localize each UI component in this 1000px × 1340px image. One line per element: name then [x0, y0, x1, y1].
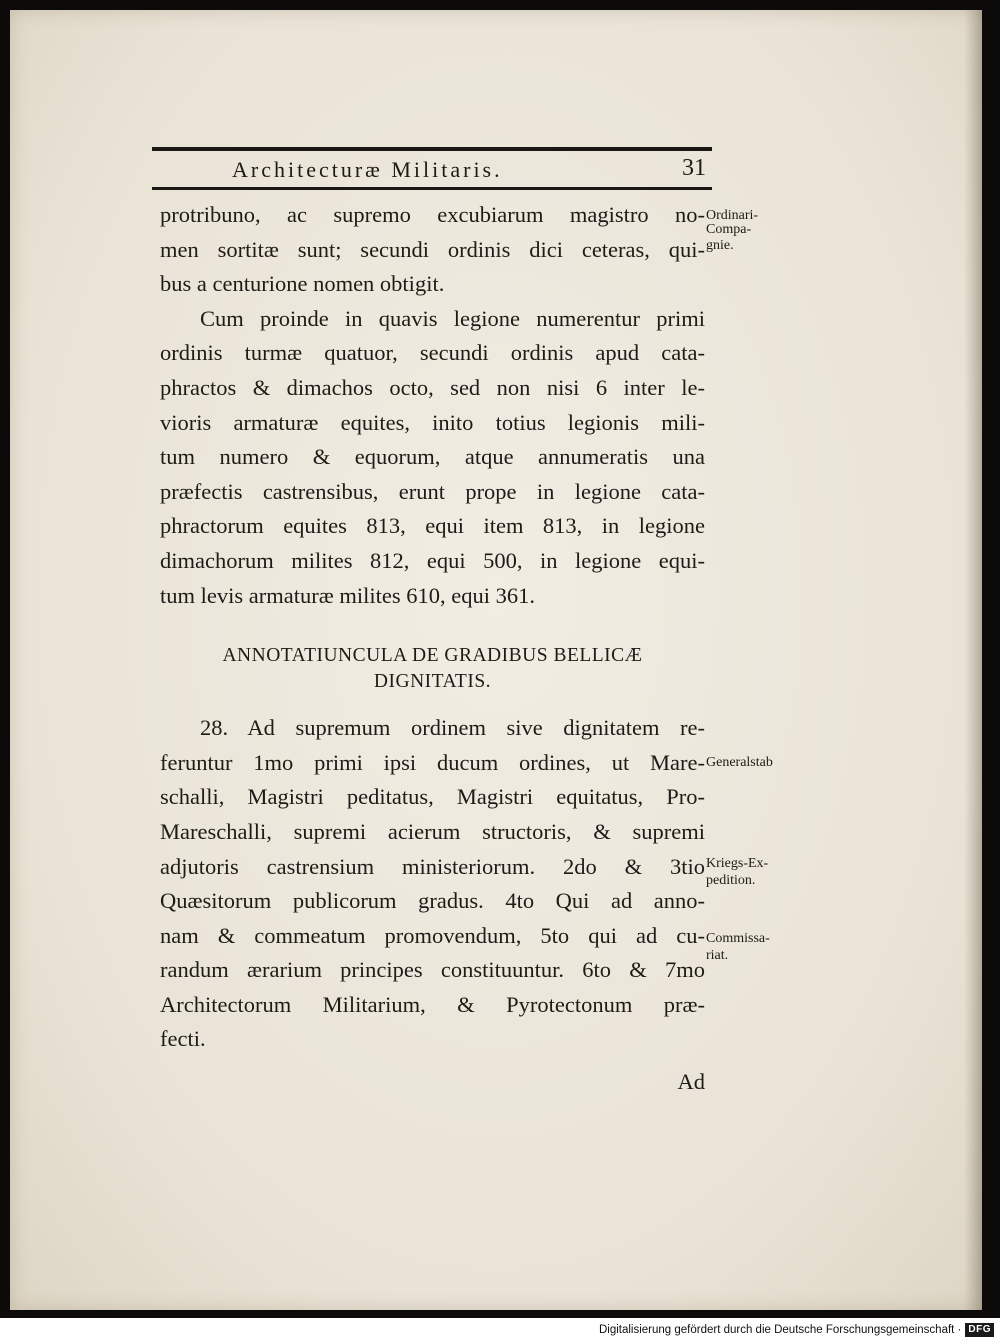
margin-note-line: Ordinari- — [706, 208, 759, 223]
catchword: Ad — [677, 1069, 705, 1095]
text-line: fecti. — [160, 1026, 206, 1052]
margin-note-kriegs-expedition — [706, 855, 768, 889]
text-line: Architectorum Militarium, & Pyrotectonum præ- — [160, 991, 705, 1017]
text-line: dimachorum milites 812, equi 500, in legione equi- — [160, 547, 705, 573]
text-line: vioris armaturæ equites, inito totius legionis mili- — [160, 409, 705, 435]
heading-line: ANNOTATIUNCULA DE GRADIBUS BELLICÆ — [222, 645, 643, 667]
text-line: nam & commeatum promovendum, 5to qui ad cu- — [160, 922, 705, 948]
footer-text: Digitalisierung gefördert durch die Deutsche Forschungsgemeinschaft · — [598, 1324, 962, 1336]
page-edge-shadow — [964, 10, 982, 1310]
margin-note-line: Kriegs-Ex- — [706, 856, 769, 871]
section-heading — [160, 643, 705, 695]
text-line: Mareschalli, supremi acierum structoris, & supremi — [160, 818, 705, 844]
margin-note-commissariat — [706, 930, 770, 964]
margin-note-line: Generalstab — [706, 755, 773, 770]
text-line: præfectis castrensibus, erunt prope in legione cata- — [160, 478, 705, 504]
text-line: ordinis turmæ quatuor, secundi ordinis apud cata- — [160, 340, 705, 366]
text-line: phractorum equites 813, equi item 813, in legione — [160, 513, 705, 539]
paragraph-2 — [160, 302, 705, 613]
text-line: men sortitæ sunt; secundi ordinis dici ceteras, qui- — [160, 236, 705, 262]
text-line: schalli, Magistri peditatus, Magistri equitatus, Pro- — [160, 784, 705, 810]
margin-note-ordinari-compagnie — [706, 207, 758, 254]
text-line: protribuno, ac supremo excubiarum magistro no- — [160, 202, 705, 227]
header-rule-bottom — [152, 187, 712, 190]
margin-note-line: Compa- — [706, 222, 752, 237]
text-line: tum numero & equorum, atque annumeratis una — [160, 444, 705, 470]
margin-note-line: pedition. — [706, 873, 756, 888]
text-line: 28. Ad supremum ordinem sive dignitatem re- — [200, 715, 705, 741]
margin-note-line: gnie. — [706, 238, 734, 253]
text-line: randum ærarium principes constituuntur. 6to & 7mo — [160, 957, 705, 983]
margin-note-line: riat. — [706, 948, 729, 963]
margin-note-generalstab — [706, 754, 773, 771]
digitization-footer — [599, 1322, 994, 1338]
margin-note-line: Commissa- — [706, 931, 770, 946]
running-title: Architecturæ Militaris. — [232, 157, 503, 182]
body-text — [160, 198, 705, 1100]
heading-line: DIGNITATIS. — [373, 671, 492, 693]
text-line: feruntur 1mo primi ipsi ducum ordines, ut Mare- — [160, 749, 705, 775]
text-line: tum levis armaturæ milites 610, equi 361. — [160, 582, 535, 608]
text-line: Quæsitorum publicorum gradus. 4to Qui ad anno- — [160, 888, 705, 914]
paragraph-3 — [160, 711, 705, 1057]
text-line: bus a centurione nomen obtigit. — [160, 271, 445, 297]
header-rule-top — [152, 147, 712, 151]
text-line: phractos & dimachos octo, sed non nisi 6 inter le- — [160, 374, 705, 400]
dfg-logo: DFG — [965, 1323, 994, 1337]
text-line: Cum proinde in quavis legione numerentur primi — [200, 305, 705, 331]
page-number: 31 — [682, 155, 706, 181]
text-line: adjutoris castrensium ministeriorum. 2do & 3tio — [160, 853, 705, 879]
paragraph-1 — [160, 198, 705, 302]
